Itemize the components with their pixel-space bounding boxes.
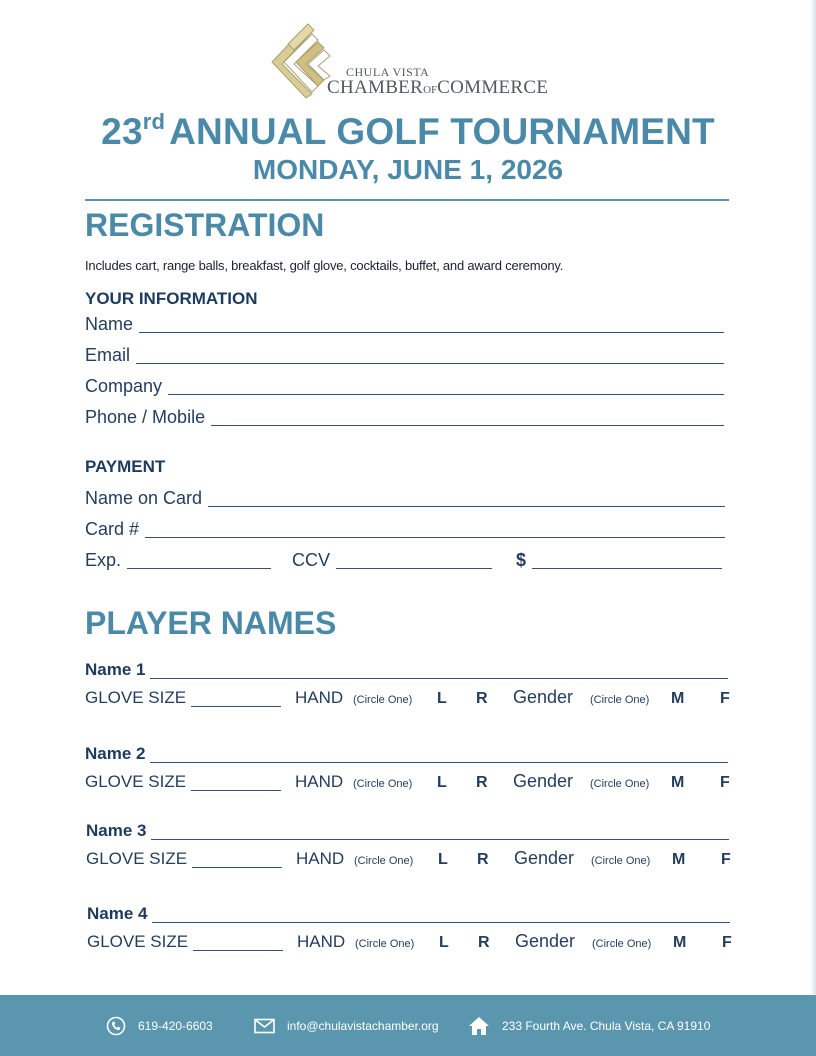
player-name-label: Name 3 [86, 821, 147, 840]
player-details-row [86, 847, 731, 871]
player-2 [85, 740, 730, 810]
glove-size-label: GLOVE SIZE [85, 688, 187, 707]
email-field[interactable] [85, 341, 724, 365]
name-label: Name [85, 314, 134, 334]
hand-option-right[interactable]: R [476, 774, 488, 791]
logo-word-commerce: COMMERCE [437, 77, 549, 98]
hand-option-right[interactable]: R [476, 690, 488, 707]
name-on-card-input-line[interactable] [208, 506, 725, 507]
footer-phone[interactable] [106, 995, 213, 1056]
logo-city-text: CHULA VISTA [346, 65, 430, 79]
gender-circle-note: (Circle One) [592, 938, 652, 950]
company-field[interactable] [85, 372, 724, 396]
player-details-row [85, 770, 730, 794]
home-icon [468, 1016, 490, 1036]
player-name-field[interactable] [85, 656, 728, 680]
company-input-line[interactable] [168, 394, 724, 395]
amount-label: $ [516, 550, 527, 570]
registration-heading: REGISTRATION [85, 207, 325, 243]
player-name-label: Name 4 [87, 904, 148, 923]
phone-input-line[interactable] [211, 425, 724, 426]
name-field[interactable] [85, 310, 724, 334]
hand-circle-note: (Circle One) [355, 938, 415, 950]
player-name-field[interactable] [85, 740, 728, 764]
footer-address [468, 995, 710, 1056]
email-input-line[interactable] [136, 363, 724, 364]
glove-size-input-line[interactable] [191, 706, 281, 707]
phone-label: Phone / Mobile [85, 407, 206, 427]
player-name-input-line[interactable] [150, 762, 728, 763]
player-name-label: Name 1 [85, 660, 146, 679]
player-1 [85, 656, 730, 726]
ccv-label: CCV [292, 550, 331, 570]
amount-input-line[interactable] [532, 568, 722, 569]
card-number-input-line[interactable] [145, 537, 725, 538]
hand-circle-note: (Circle One) [354, 855, 414, 867]
exp-field[interactable] [85, 546, 271, 570]
ccv-field[interactable] [292, 546, 492, 570]
title-rest: ANNUAL GOLF TOURNAMENT [169, 111, 715, 152]
player-4 [87, 900, 732, 970]
payment-details-row [85, 546, 725, 570]
player-name-field[interactable] [87, 900, 730, 924]
player-details-row [85, 686, 730, 710]
player-name-input-line[interactable] [151, 839, 729, 840]
player-name-input-line[interactable] [152, 922, 730, 923]
hand-label: HAND [297, 932, 346, 951]
player-name-input-line[interactable] [150, 678, 728, 679]
glove-size-input-line[interactable] [192, 867, 282, 868]
gender-option-male[interactable]: M [672, 851, 686, 868]
registration-note: Includes cart, range balls, breakfast, golf glove, cocktails, buffet, and award ceremony. [85, 258, 564, 273]
hand-option-right[interactable]: R [477, 851, 489, 868]
gender-label: Gender [514, 848, 575, 868]
payment-heading: PAYMENT [85, 457, 166, 476]
your-information-heading: YOUR INFORMATION [85, 289, 258, 308]
hand-label: HAND [296, 849, 345, 868]
gender-option-male[interactable]: M [671, 774, 685, 791]
page-title [0, 111, 816, 153]
hand-option-right[interactable]: R [478, 934, 490, 951]
gender-option-male[interactable]: M [673, 934, 687, 951]
hand-option-left[interactable]: L [439, 934, 449, 951]
amount-field[interactable] [516, 546, 722, 570]
company-label: Company [85, 376, 163, 396]
name-input-line[interactable] [139, 332, 724, 333]
event-date: MONDAY, JUNE 1, 2026 [252, 154, 564, 185]
player-name-label: Name 2 [85, 744, 146, 763]
email-label: Email [85, 345, 131, 365]
exp-input-line[interactable] [127, 568, 271, 569]
gender-label: Gender [513, 687, 574, 707]
hand-option-left[interactable]: L [437, 690, 447, 707]
hand-option-left[interactable]: L [437, 774, 447, 791]
hand-label: HAND [295, 772, 344, 791]
chamber-logo [268, 20, 558, 102]
logo-word-of: OF [423, 84, 438, 96]
gender-option-female[interactable]: F [720, 774, 730, 791]
gender-label: Gender [513, 771, 574, 791]
phone-field[interactable] [85, 403, 724, 427]
gender-circle-note: (Circle One) [590, 778, 650, 790]
title-suffix: rd [142, 109, 166, 134]
footer-phone-text: 619-420-6603 [138, 1018, 213, 1033]
glove-size-label: GLOVE SIZE [86, 849, 188, 868]
hand-circle-note: (Circle One) [353, 778, 413, 790]
gender-option-male[interactable]: M [671, 690, 685, 707]
exp-label: Exp. [85, 550, 122, 570]
glove-size-input-line[interactable] [191, 790, 281, 791]
footer-email-text: info@chulavistachamber.org [287, 1018, 439, 1033]
ccv-input-line[interactable] [336, 568, 492, 569]
gender-circle-note: (Circle One) [591, 855, 651, 867]
player-name-field[interactable] [86, 817, 729, 841]
gender-option-female[interactable]: F [722, 934, 732, 951]
gender-option-female[interactable]: F [721, 851, 731, 868]
gender-circle-note: (Circle One) [590, 694, 650, 706]
phone-icon [106, 1016, 126, 1036]
card-number-label: Card # [85, 519, 140, 539]
player-names-heading: PLAYER NAMES [85, 605, 337, 641]
logo-chamber-text [327, 77, 548, 99]
mail-icon [254, 1018, 275, 1034]
header-divider [85, 199, 729, 201]
hand-circle-note: (Circle One) [353, 694, 413, 706]
title-number: 23 [101, 111, 143, 152]
name-on-card-field[interactable] [85, 484, 725, 508]
footer-email[interactable] [254, 995, 439, 1056]
gender-option-female[interactable]: F [720, 690, 730, 707]
player-3 [86, 817, 731, 887]
hand-label: HAND [295, 688, 344, 707]
glove-size-input-line[interactable] [193, 950, 283, 951]
glove-size-label: GLOVE SIZE [87, 932, 189, 951]
logo-word-chamber: CHAMBER [327, 77, 424, 98]
name-on-card-label: Name on Card [85, 488, 203, 508]
player-details-row [87, 930, 732, 954]
footer-bar [0, 995, 816, 1056]
glove-size-label: GLOVE SIZE [85, 772, 187, 791]
card-number-field[interactable] [85, 515, 725, 539]
hand-option-left[interactable]: L [438, 851, 448, 868]
footer-address-text: 233 Fourth Ave. Chula Vista, CA 91910 [502, 1018, 711, 1033]
gender-label: Gender [515, 931, 576, 951]
